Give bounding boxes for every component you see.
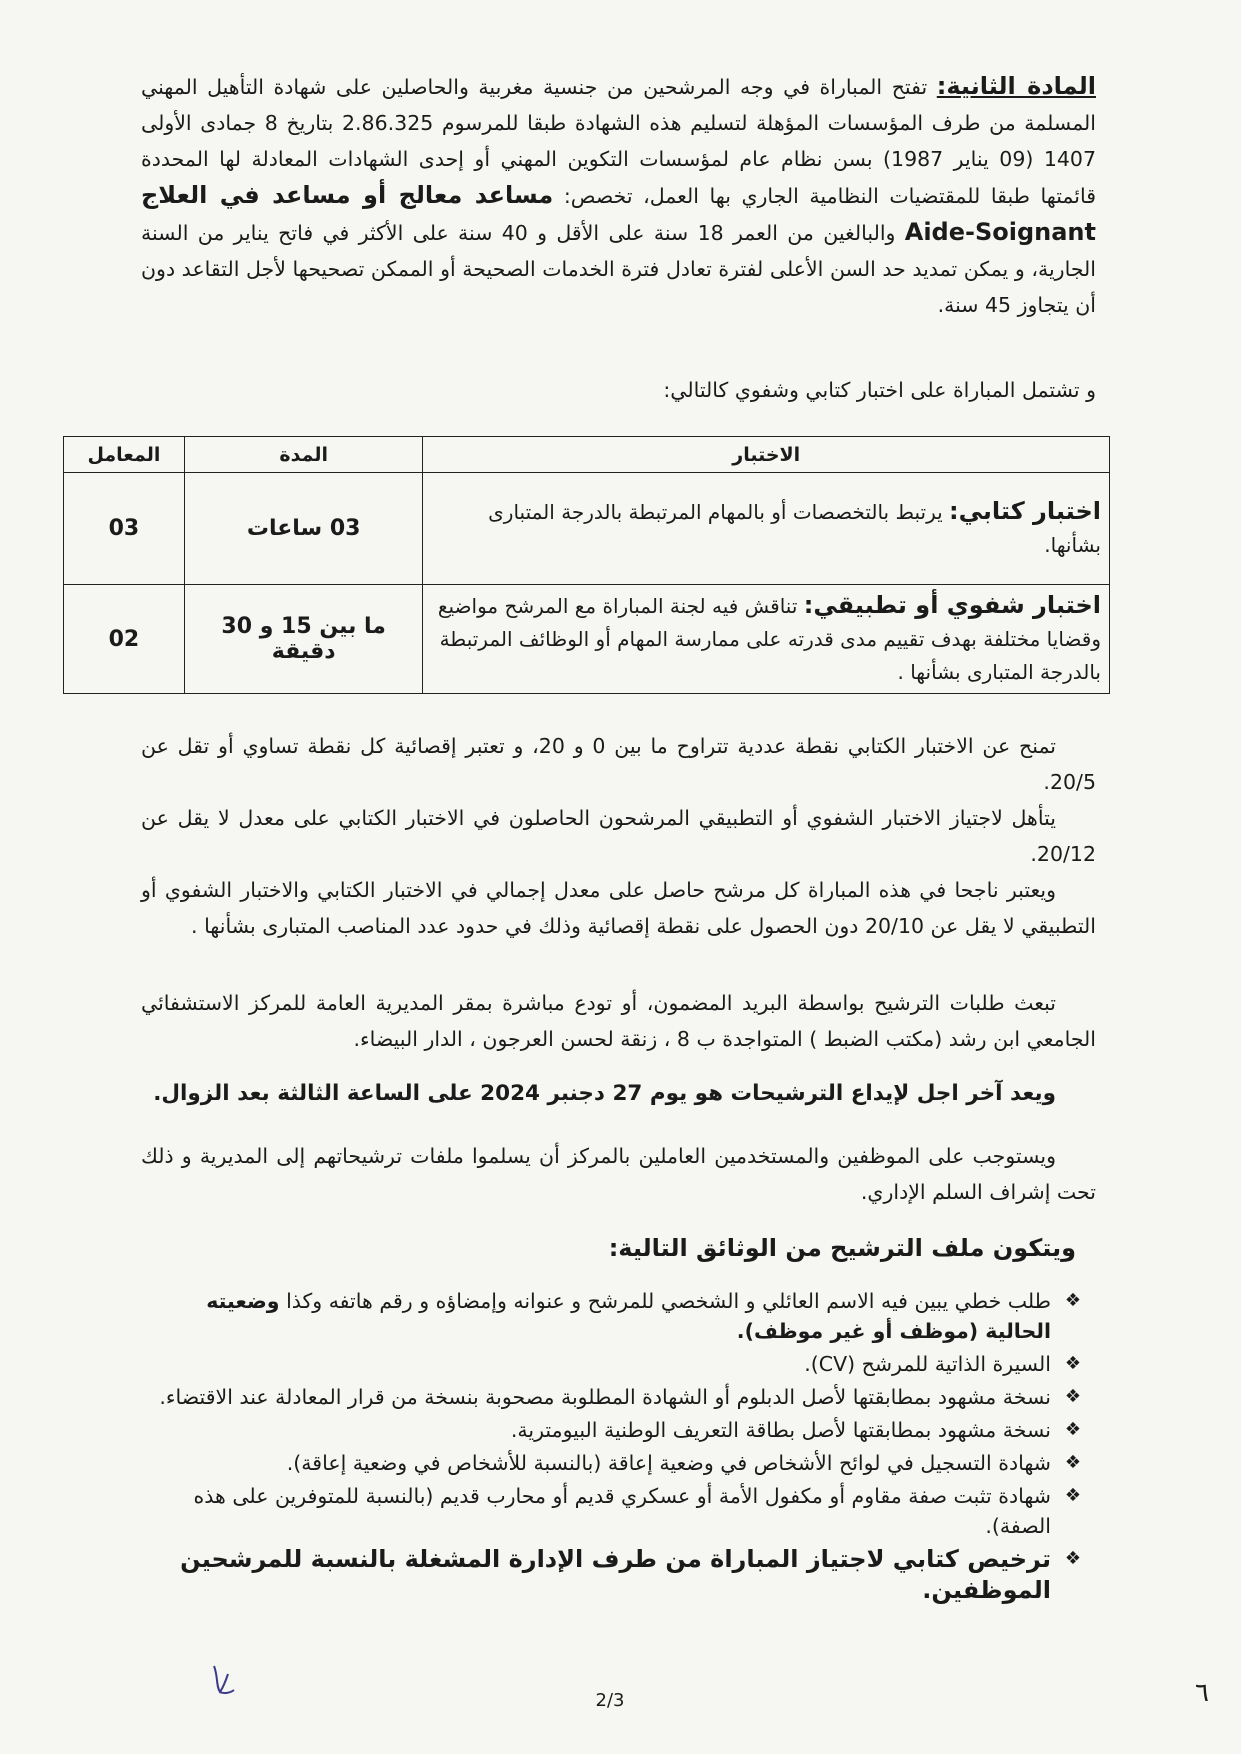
exam-table	[63, 436, 1110, 694]
list-item	[151, 1382, 1081, 1412]
bullet-icon: ❖	[1064, 1386, 1081, 1407]
list-item	[151, 1415, 1081, 1445]
header-coefficient: المعامل	[64, 437, 185, 473]
page-number: 2/3	[595, 1690, 625, 1711]
age-conditions: والبالغين من العمر 18 سنة على الأقل و 40 سنة على الأكثر في فاتح يناير من السنة الجارية، و يمكن تمديد حد السن الأعلى لفترة تعادل فترة الخدمات الصحيحة أو الممكن تصحيحها لأجل التقاعد دون أن يتجاوز 45 سنة.	[141, 221, 1096, 317]
header-duration: المدة	[184, 437, 423, 473]
handwritten-initial	[208, 1660, 238, 1704]
test-cell	[423, 585, 1110, 694]
doc-bold: ترخيص كتابي لاجتياز المباراة من طرف الإدارة المشغلة بالنسبة للمرشحين الموظفين.	[180, 1545, 1051, 1604]
test-cell	[423, 473, 1110, 585]
coefficient-cell: 02	[64, 585, 185, 694]
duration-cell: ما بين 15 و 30 دقيقة	[184, 585, 423, 694]
doc-text: السيرة الذاتية للمرشح (CV).	[804, 1352, 1051, 1376]
list-item	[151, 1544, 1081, 1606]
bullet-icon: ❖	[1064, 1485, 1081, 1506]
submission-rule: تبعث طلبات الترشيح بواسطة البريد المضمون، أو تودع مباشرة بمقر المديرية العامة للمركز الاستشفائي الجامعي ابن رشد (مكتب الضبط ) المتواجدة ب 8 ، زنقة لحسن العرجون ، الدار البيضاء.	[141, 991, 1096, 1051]
doc-text: شهادة التسجيل في لوائح الأشخاص في وضعية إعاقة (بالنسبة للأشخاص في وضعية إعاقة).	[286, 1451, 1051, 1475]
bullet-icon: ❖	[1064, 1353, 1081, 1374]
specialty-label: مساعد معالج أو مساعد في العلاج	[141, 181, 554, 209]
documents-list	[151, 1286, 1081, 1609]
doc-text: شهادة تثبت صفة مقاوم أو مكفول الأمة أو عسكري قديم أو محارب قديم (بالنسبة للمتوفرين على هذه الصفة).	[193, 1484, 1051, 1538]
oral-eligibility-rule: يتأهل لاجتياز الاختبار الشفوي أو التطبيقي المرشحون الحاصلون في الاختبار الكتابي على معدل لا يقل عن 20/12.	[141, 806, 1096, 866]
bullet-icon: ❖	[1064, 1548, 1081, 1569]
article-heading: المادة الثانية:	[936, 72, 1097, 100]
test-desc: يرتبط بالتخصصات أو بالمهام المرتبطة بالدرجة المتبارى بشأنها.	[488, 500, 1101, 557]
bullet-icon: ❖	[1064, 1290, 1081, 1311]
deadline-rule: ويعد آخر اجل لإيداع الترشيحات هو يوم 27 دجنبر 2024 على الساعة الثالثة بعد الزوال.	[153, 1081, 1056, 1106]
test-title: اختبار شفوي أو تطبيقي:	[803, 591, 1101, 619]
list-item	[151, 1286, 1081, 1346]
doc-text: نسخة مشهود بمطابقتها لأصل بطاقة التعريف الوطنية البيومترية.	[510, 1418, 1051, 1442]
test-title: اختبار كتابي:	[949, 497, 1101, 525]
page-mark: ٦	[1195, 1678, 1209, 1708]
article-intro: تفتح المباراة في وجه المرشحين من جنسية مغربية والحاصلين على شهادة التأهيل المهني المسلمة من طرف المؤسسات المؤهلة لتسليم هذه الشهادة طبقا للمرسوم 2.86.325 بتاريخ 8 جمادى الأولى 1407 (09 يناير 1987) بسن نظام عام لمؤسسات التكوين المهني أو إحدى الشهادات المعادلة لها المحددة قائمتها طبقا للمقتضيات النظامية الجاري بها العمل، تخصص:	[141, 75, 1097, 208]
table-row	[64, 585, 1110, 694]
test-desc: تناقش فيه لجنة المباراة مع المرشح مواضيع وقضايا مختلفة بهدف تقييم مدى قدرته على ممارسة المهام أو الوظائف المرتبطة بالدرجة المتبارى بشأنها .	[437, 594, 1101, 684]
specialty-french: Aide-Soignant	[904, 218, 1096, 246]
header-test: الاختبار	[423, 437, 1110, 473]
doc-text: طلب خطي يبين فيه الاسم العائلي و الشخصي للمرشح و عنوانه وإمضاؤه و رقم هاتفه وكذا	[279, 1289, 1051, 1313]
list-item	[151, 1448, 1081, 1478]
duration-cell: 03 ساعات	[184, 473, 423, 585]
list-item	[151, 1481, 1081, 1541]
coefficient-cell: 03	[64, 473, 185, 585]
scoring-rule: تمنح عن الاختبار الكتابي نقطة عددية تتراوح ما بين 0 و 20، و تعتبر إقصائية كل نقطة تساوي أو تقل عن 20/5.	[141, 734, 1096, 794]
success-rule: ويعتبر ناجحا في هذه المباراة كل مرشح حاصل على معدل إجمالي في الاختبار الكتابي والاختبار الشفوي أو التطبيقي لا يقل عن 20/10 دون الحصول على نقطة إقصائية وذلك في حدود عدد المناصب المتبارى بشأنها .	[141, 878, 1096, 938]
bullet-icon: ❖	[1064, 1419, 1081, 1440]
employees-rule: ويستوجب على الموظفين والمستخدمين العاملين بالمركز أن يسلموا ملفات ترشيحاتهم إلى المديرية و ذلك تحت إشراف السلم الإداري.	[141, 1144, 1096, 1204]
article-paragraph	[141, 68, 1096, 323]
list-item	[151, 1349, 1081, 1379]
initial-stroke-icon	[208, 1660, 238, 1700]
exam-intro: و تشتمل المباراة على اختبار كتابي وشفوي كالتالي:	[663, 378, 1096, 402]
doc-bold: وضعيته الحالية (موظف أو غير موظف).	[206, 1289, 1051, 1343]
documents-heading: ويتكون ملف الترشيح من الوثائق التالية:	[608, 1234, 1076, 1262]
bullet-icon: ❖	[1064, 1452, 1081, 1473]
doc-text: نسخة مشهود بمطابقتها لأصل الدبلوم أو الشهادة المطلوبة مصحوبة بنسخة من قرار المعادلة عند الاقتضاء.	[159, 1385, 1051, 1409]
table-row	[64, 473, 1110, 585]
exam-table-header	[64, 437, 1110, 473]
